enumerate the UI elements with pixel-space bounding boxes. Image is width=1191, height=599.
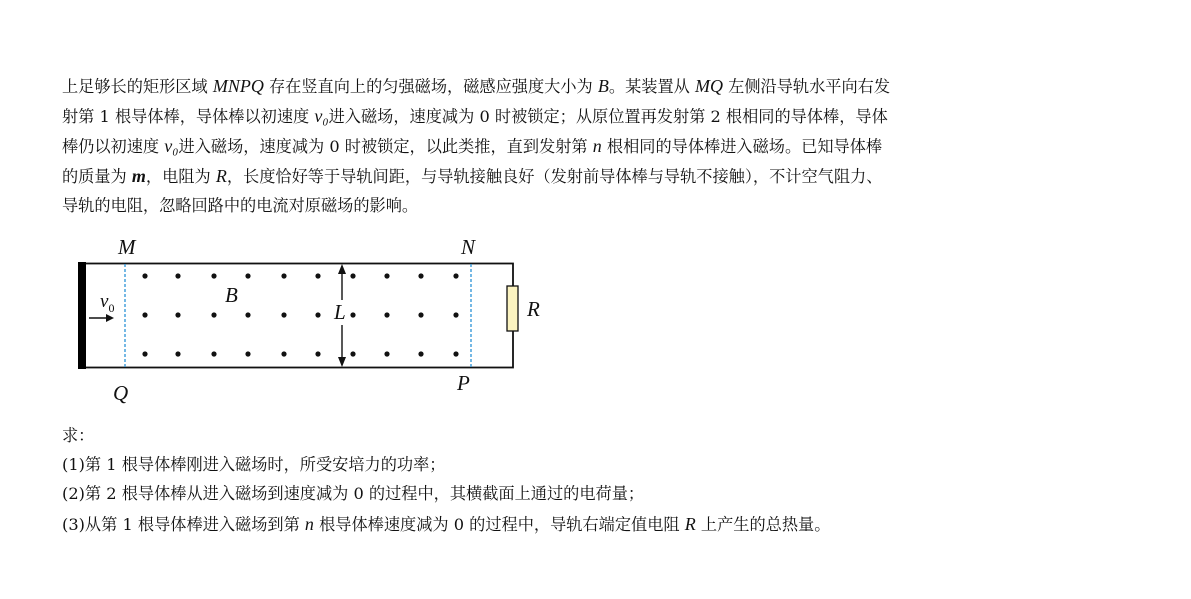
math-symbol: R xyxy=(684,514,696,534)
field-dot xyxy=(350,273,355,278)
field-dot xyxy=(315,273,320,278)
math-symbol: B xyxy=(597,76,609,96)
math-symbol: MNPQ xyxy=(212,76,264,96)
text-segment: 进入磁场，速度减为 0 时被锁定；从原位置再发射第 2 根相同的导体棒，导体 xyxy=(328,107,888,126)
field-dot xyxy=(453,312,458,317)
label-B: B xyxy=(225,283,238,307)
text-segment: (3)从第 1 根导体棒进入磁场到第 xyxy=(62,515,305,534)
field-dot xyxy=(245,312,250,317)
field-dot xyxy=(350,312,355,317)
field-dot xyxy=(142,351,147,356)
label-Q: Q xyxy=(113,381,129,405)
text-segment: (1)第 1 根导体棒刚进入磁场时，所受安培力的功率； xyxy=(62,455,446,474)
field-dot xyxy=(281,312,286,317)
math-symbol: R xyxy=(215,166,227,186)
field-dot xyxy=(315,351,320,356)
field-dot xyxy=(175,273,180,278)
text-segment: 左侧沿导轨水平向右发 xyxy=(722,77,891,96)
field-dot xyxy=(211,351,216,356)
label-M: M xyxy=(118,235,136,259)
field-dot xyxy=(211,312,216,317)
field-dot xyxy=(315,312,320,317)
field-dot xyxy=(384,273,389,278)
field-dot xyxy=(453,351,458,356)
field-dot xyxy=(281,351,286,356)
label-v0 xyxy=(100,291,114,316)
label-P: P xyxy=(457,371,470,395)
text-segment: 根导体棒速度减为 0 的过程中，导轨右端定值电阻 xyxy=(313,515,685,534)
text-segment: ，长度恰好等于导轨间距，与导轨接触良好（发射前导体棒与导轨不接触），不计空气阻力、 xyxy=(226,167,883,186)
math-symbol: v₀ xyxy=(314,106,329,126)
launcher-bar xyxy=(78,262,86,369)
text-segment: 。某装置从 xyxy=(608,77,695,96)
math-symbol: v₀ xyxy=(164,136,179,156)
math-symbol: n xyxy=(592,136,602,156)
field-dot xyxy=(245,273,250,278)
label-L: L xyxy=(334,300,346,324)
text-segment: 棒仍以初速度 xyxy=(62,137,165,156)
field-dot xyxy=(211,273,216,278)
field-dot xyxy=(281,273,286,278)
field-dot xyxy=(175,351,180,356)
text-segment: 射第 1 根导体棒，导体棒以初速度 xyxy=(62,107,315,126)
v-subscript: 0 xyxy=(108,300,115,315)
field-dot xyxy=(418,351,423,356)
magnetic-field-dots xyxy=(142,273,458,356)
text-segment: 根相同的导体棒进入磁场。已知导体棒 xyxy=(601,137,883,156)
field-dot xyxy=(418,273,423,278)
field-dot xyxy=(245,351,250,356)
field-dot xyxy=(384,351,389,356)
text-segment: 进入磁场，速度减为 0 时被锁定，以此类推，直到发射第 xyxy=(178,137,593,156)
field-dot xyxy=(418,312,423,317)
text-segment: 上足够长的矩形区域 xyxy=(62,77,213,96)
text-segment: 上产生的总热量。 xyxy=(695,515,831,534)
field-dot xyxy=(453,273,458,278)
math-symbol: m xyxy=(131,166,146,186)
field-dot xyxy=(175,312,180,317)
field-dot xyxy=(350,351,355,356)
text-segment: ，电阻为 xyxy=(145,167,216,186)
text-segment: 导轨的电阻，忽略回路中的电流对原磁场的影响。 xyxy=(62,196,419,215)
label-R: R xyxy=(527,297,540,321)
resistor xyxy=(507,286,518,331)
text-segment: 的质量为 xyxy=(62,167,132,186)
text-segment: 存在竖直向上的匀强磁场，磁感应强度大小为 xyxy=(263,77,598,96)
text-segment: (2)第 2 根导体棒从进入磁场到速度减为 0 的过程中，其横截面上通过的电荷量； xyxy=(62,484,645,503)
v-symbol: v xyxy=(100,291,109,312)
math-symbol: n xyxy=(304,514,314,534)
field-dot xyxy=(142,273,147,278)
label-N: N xyxy=(461,235,476,259)
field-dot xyxy=(142,312,147,317)
math-symbol: MQ xyxy=(694,76,723,96)
field-dot xyxy=(384,312,389,317)
text-segment: 求： xyxy=(62,426,95,445)
